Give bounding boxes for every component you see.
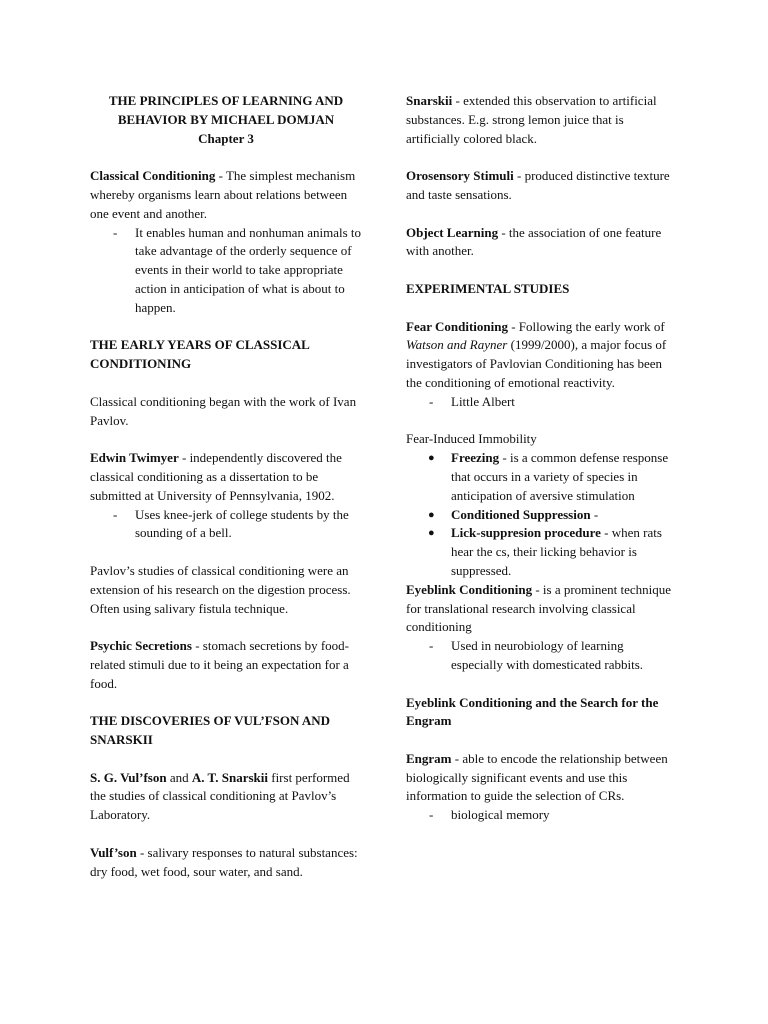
vulfson-snarskii-text: first performed the studies of classical conditioning at Pavlov’s Laboratory. — [90, 769, 350, 823]
list-item-text: Uses knee-jerk of college students by the sounding of a bell. — [135, 506, 349, 541]
lick-suppression-term: Lick-suppresion procedure — [451, 525, 601, 541]
fear-conditioning-definition — [406, 318, 678, 393]
eyeblink-conditioning-definition — [406, 581, 678, 637]
engram-definition — [406, 750, 678, 806]
list-item — [406, 637, 678, 675]
object-learning-text: - the association of one feature with another. — [406, 224, 662, 259]
bullet-item-freezing — [406, 449, 678, 505]
conditioned-suppression-term: Conditioned Suppression — [451, 506, 591, 522]
vulfson-name: S. G. Vul’fson — [90, 769, 167, 785]
dash-marker: - — [429, 638, 434, 654]
eyeblink-conditioning-text: - is a prominent technique for translational research involving classical conditioning — [406, 581, 672, 635]
list-item-text: Little Albert — [451, 393, 515, 409]
section-heading-discoveries: THE DISCOVERIES OF VUL’FSON AND SNARSKII — [90, 713, 331, 748]
list-item — [406, 393, 678, 412]
fear-conditioning-term: Fear Conditioning — [406, 318, 508, 334]
list-item — [406, 806, 678, 825]
vulfson-text: - salivary responses to natural substances: dry food, wet food, sour water, and sand. — [90, 844, 358, 879]
classical-conditioning-text: - The simplest mechanism whereby organisms learn about relations between one event and another. — [90, 168, 356, 221]
psychic-secretions-text: - stomach secretions by food-related stimuli due to it being an expectation for a food. — [90, 638, 349, 691]
list-item — [90, 224, 362, 318]
section-heading-engram: Eyeblink Conditioning and the Search for the Engram — [406, 694, 659, 729]
fear-induced-immobility-label: Fear-Induced Immobility — [406, 431, 537, 447]
bullet-item-conditioned-suppression — [406, 506, 678, 525]
freezing-term: Freezing — [451, 450, 500, 466]
list-item-text: biological memory — [451, 807, 550, 823]
orosensory-stimuli-term: Orosensory Stimuli — [406, 168, 514, 184]
psychic-secretions-definition — [90, 637, 362, 693]
dash-marker: - — [429, 807, 434, 823]
list-item — [90, 506, 362, 544]
snarskii-text: - extended this observation to artificial substances. E.g. strong lemon juice that is artificially colored black. — [406, 93, 657, 146]
document-title — [90, 92, 362, 148]
pavlov-intro-paragraph: Classical conditioning began with the work of Ivan Pavlov. — [90, 393, 357, 428]
bullet-item-lick-suppression — [406, 524, 678, 580]
vulfson-snarskii-paragraph — [90, 769, 362, 825]
lick-suppression-text: - when rats hear the cs, their licking behavior is suppressed. — [451, 525, 662, 578]
bullet-icon: ● — [428, 527, 435, 540]
right-column — [406, 92, 678, 825]
list-item-text: It enables human and nonhuman animals to take advantage of the orderly sequence of events in their world to take appropriate action in anticipation of what is about to happen. — [135, 224, 362, 315]
dash-marker: - — [429, 393, 434, 409]
left-column — [90, 92, 362, 881]
freezing-text: - is a common defense response that occurs in a variety of species in anticipation of aversive stimulation — [451, 450, 669, 503]
dash-marker: - — [113, 224, 118, 240]
vulfson-definition — [90, 844, 362, 882]
bullet-icon: ● — [428, 452, 435, 465]
watson-rayner-citation: Watson and Rayner — [406, 337, 508, 353]
section-heading-experimental-studies: EXPERIMENTAL STUDIES — [406, 280, 570, 296]
pavlov-studies-paragraph: Pavlov’s studies of classical conditioning were an extension of his research on the digestion process. Often using salivary fistula technique. — [90, 562, 351, 616]
bullet-icon: ● — [428, 508, 435, 521]
dash-marker: - — [113, 506, 118, 522]
edwin-twimyer-term: Edwin Twimyer — [90, 450, 179, 466]
snarskii-term: Snarskii — [406, 93, 453, 108]
and-text: and — [166, 769, 192, 785]
section-heading-early-years: THE EARLY YEARS OF CLASSICAL CONDITIONING — [90, 337, 310, 372]
title-line-2: BEHAVIOR BY MICHAEL DOMJAN — [117, 111, 335, 127]
object-learning-definition — [406, 224, 678, 262]
orosensory-stimuli-text: - produced distinctive texture and taste sensations. — [406, 168, 670, 202]
list-item-text: Used in neurobiology of learning especially with domesticated rabbits. — [451, 638, 644, 672]
fear-conditioning-text-a: - Following the early work of — [507, 318, 665, 334]
fear-conditioning-text-b: (1999/2000), a major focus of investigators of Pavlovian Conditioning has been the conditioning of emotional reactivity. — [406, 337, 667, 390]
object-learning-term: Object Learning — [406, 224, 499, 240]
engram-text: - able to encode the relationship between biologically significant events and use this information to guide the selection of CRs. — [406, 750, 668, 804]
edwin-twimyer-text: - independently discovered the classical conditioning as a dissertation to be submitted at University of Pennsylvania, 1902. — [90, 450, 342, 503]
engram-term: Engram — [406, 750, 452, 766]
snarskii-definition — [406, 92, 678, 148]
eyeblink-conditioning-term: Eyeblink Conditioning — [406, 581, 533, 597]
title-line-3: Chapter 3 — [198, 130, 254, 146]
snarskii-name: A. T. Snarskii — [191, 769, 268, 785]
classical-conditioning-definition — [90, 167, 362, 223]
orosensory-stimuli-definition — [406, 167, 678, 205]
vulfson-term: Vulf’son — [90, 844, 137, 860]
edwin-twimyer-definition — [90, 449, 362, 505]
classical-conditioning-term: Classical Conditioning — [90, 168, 216, 184]
title-line-1: THE PRINCIPLES OF LEARNING AND — [108, 93, 344, 108]
conditioned-suppression-text: - — [590, 506, 599, 522]
psychic-secretions-term: Psychic Secretions — [90, 638, 192, 654]
